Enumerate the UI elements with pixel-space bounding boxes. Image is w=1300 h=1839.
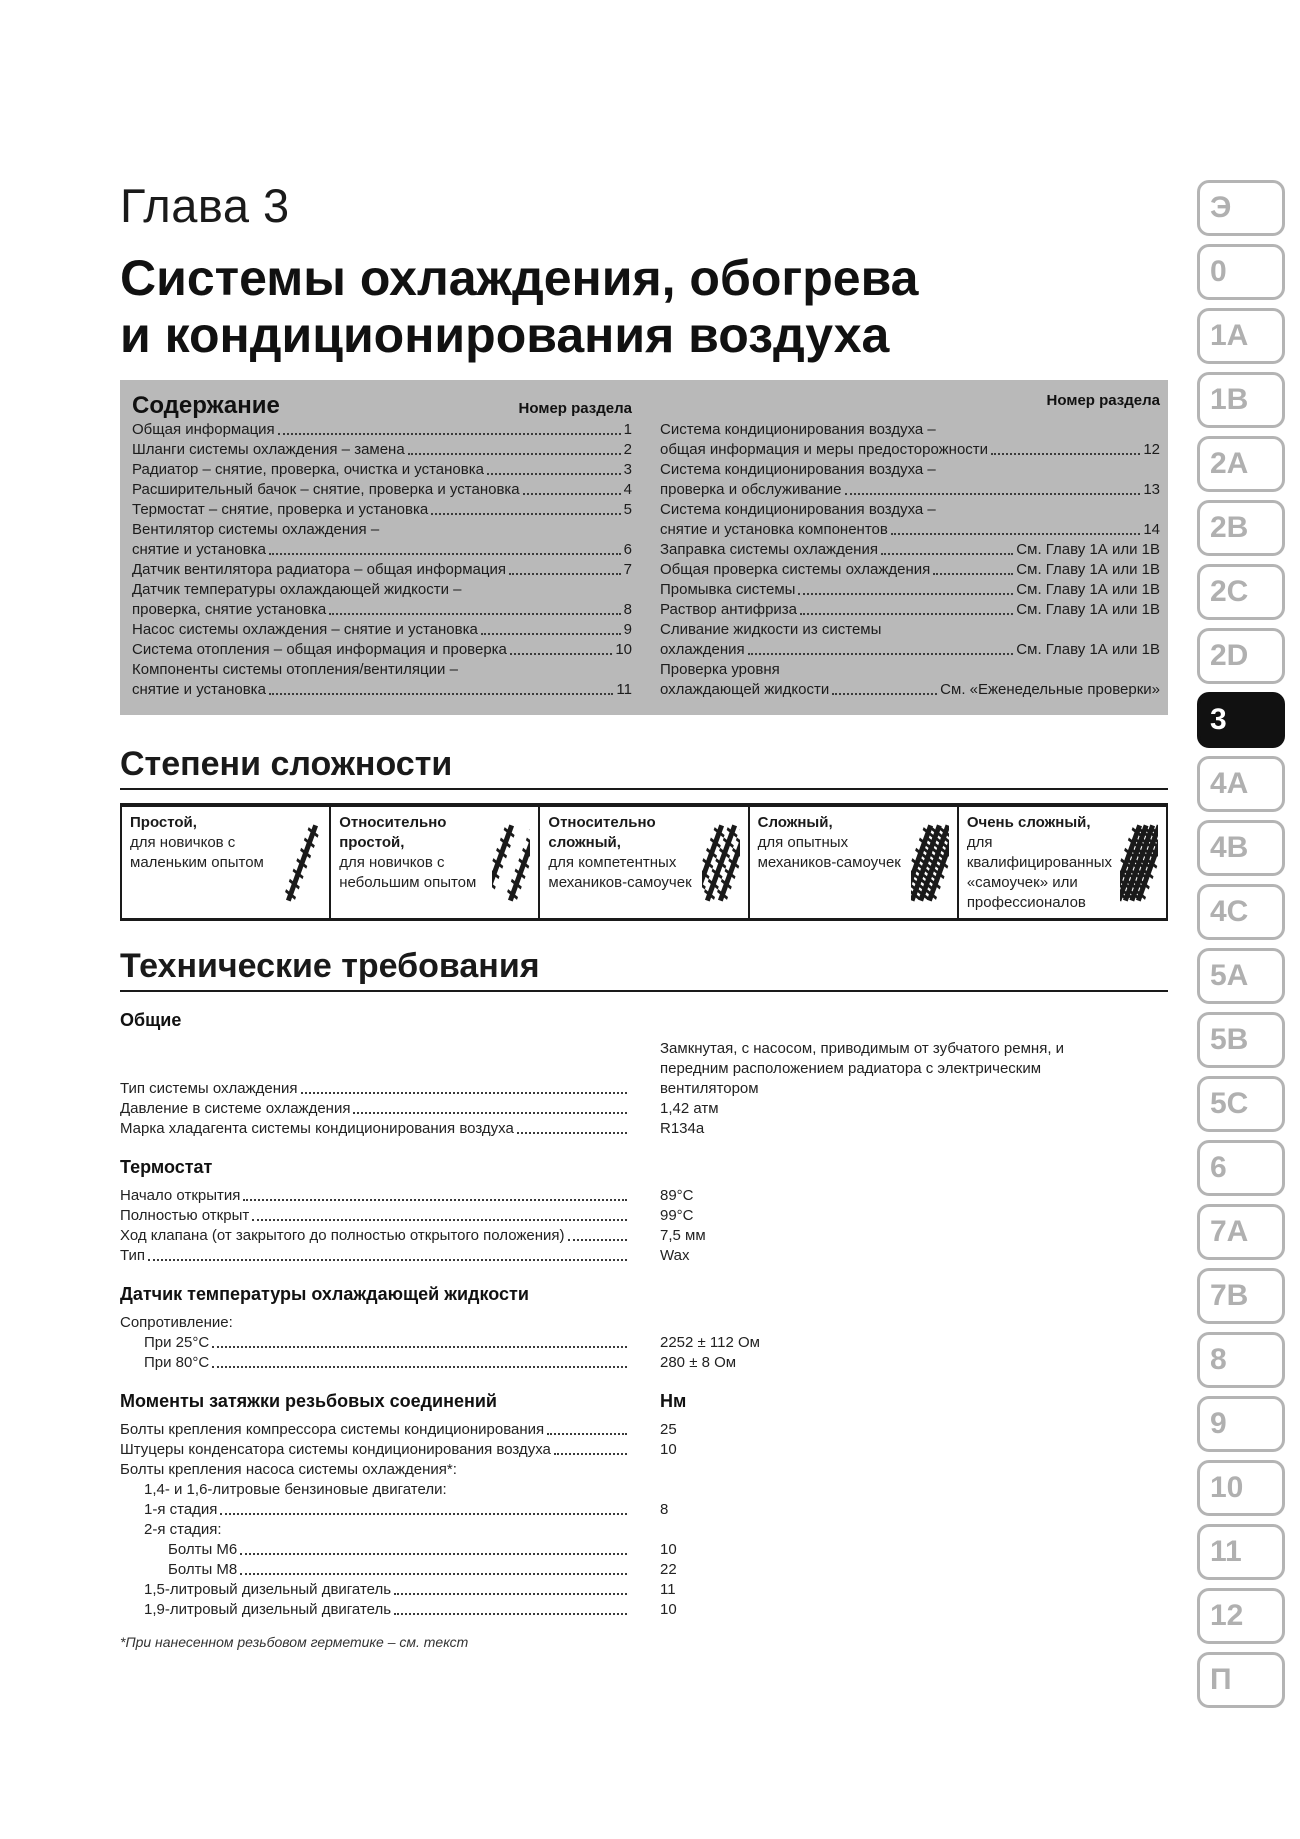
spec-label: Штуцеры конденсатора системы кондиционирования воздуха xyxy=(120,1441,551,1458)
difficulty-title: Относительно простой, xyxy=(339,814,447,851)
toc-entry xyxy=(660,520,1160,540)
toc-entry xyxy=(660,640,1160,660)
toc-entry-number: См. Главу 1А или 1В xyxy=(1016,641,1160,658)
chapter-title-line: Системы охлаждения, обогрева xyxy=(120,250,919,306)
dot-leader xyxy=(991,453,1140,455)
dot-leader xyxy=(481,633,621,635)
dot-leader xyxy=(353,1112,627,1114)
spec-row xyxy=(120,1420,1168,1440)
difficulty-description: для опытных механиков-самоучек xyxy=(757,834,901,871)
chapter-tab-3[interactable]: 3 xyxy=(1197,692,1285,748)
toc-entry xyxy=(132,480,632,500)
torque-unit: Нм xyxy=(660,1391,687,1411)
spec-label: Болты М6 xyxy=(168,1541,238,1558)
toc-entry-title: снятие и установка компонентов xyxy=(660,521,888,538)
chapter-tab-э[interactable]: Э xyxy=(1197,180,1285,236)
toc-entry xyxy=(132,620,632,640)
toc-entry-title: охлаждения xyxy=(660,641,745,658)
toc-entry-number: 5 xyxy=(623,501,632,518)
toc-entry-number: 12 xyxy=(1143,441,1160,458)
spec-row xyxy=(120,1460,1168,1480)
spanner-rating-icon xyxy=(492,815,530,911)
chapter-tab-9[interactable]: 9 xyxy=(1197,1396,1285,1452)
toc-entry xyxy=(660,440,1160,460)
dot-leader xyxy=(243,1199,627,1201)
spec-label: Полностью открыт xyxy=(120,1207,250,1224)
spec-group-sensor xyxy=(120,1333,1168,1373)
chapter-tab-6[interactable]: 6 xyxy=(1197,1140,1285,1196)
spec-value: 7,5 мм xyxy=(660,1227,706,1244)
toc-entry-number: См. Главу 1А или 1В xyxy=(1016,581,1160,598)
toc-entry xyxy=(132,420,632,440)
spec-label: Болты М8 xyxy=(168,1561,238,1578)
chapter-title xyxy=(120,250,1120,364)
toc-entry-number: 13 xyxy=(1143,481,1160,498)
toc-entry xyxy=(660,580,1160,600)
toc-entry-number: 10 xyxy=(615,641,632,658)
spec-row xyxy=(120,1313,1168,1333)
dot-leader xyxy=(487,473,621,475)
chapter-tab-4b[interactable]: 4B xyxy=(1197,820,1285,876)
toc-entry-title: охлаждающей жидкости xyxy=(660,681,830,698)
difficulty-title: Простой, xyxy=(130,814,197,831)
difficulty-description: для новичков с небольшим опытом xyxy=(339,854,477,891)
chapter-tab-2b[interactable]: 2B xyxy=(1197,500,1285,556)
toc-entry-number: 7 xyxy=(623,561,632,578)
chapter-tab-5c[interactable]: 5C xyxy=(1197,1076,1285,1132)
toc-entry xyxy=(132,560,632,580)
toc-entry-title: снятие и установка xyxy=(132,541,266,558)
toc-entry xyxy=(660,480,1160,500)
chapter-tab-11[interactable]: 11 xyxy=(1197,1524,1285,1580)
chapter-tab-12[interactable]: 12 xyxy=(1197,1588,1285,1644)
dot-leader xyxy=(212,1366,627,1368)
difficulty-description: для компетентных механиков-самоучек xyxy=(548,854,692,891)
dot-leader xyxy=(148,1259,627,1261)
toc-entry-number: 9 xyxy=(623,621,632,638)
spec-row xyxy=(120,1119,1168,1139)
toc-entry-title: снятие и установка xyxy=(132,681,266,698)
toc-entry-line: Вентилятор системы охлаждения – xyxy=(132,521,380,538)
spanner-rating-icon xyxy=(1120,815,1158,911)
toc-entry xyxy=(132,540,632,560)
toc-entry-number: См. Главу 1А или 1В xyxy=(1016,541,1160,558)
torque-header xyxy=(120,1391,1168,1412)
toc-entry-title: Заправка системы охлаждения xyxy=(660,541,878,558)
spec-row xyxy=(120,1580,1168,1600)
spanner-rating-icon xyxy=(702,815,740,911)
toc-list-left xyxy=(132,420,632,700)
chapter-tab-5a[interactable]: 5A xyxy=(1197,948,1285,1004)
toc-entry-title: Система отопления – общая информация и проверка xyxy=(132,641,507,658)
difficulty-level xyxy=(540,807,749,918)
toc-entry xyxy=(660,680,1160,700)
chapter-tab-0[interactable]: 0 xyxy=(1197,244,1285,300)
spec-row xyxy=(120,1440,1168,1460)
toc-entry xyxy=(660,560,1160,580)
toc-entry-number: 1 xyxy=(623,421,632,438)
toc-entry-title: Насос системы охлаждения – снятие и установка xyxy=(132,621,478,638)
dot-leader xyxy=(523,493,621,495)
dot-leader xyxy=(510,653,612,655)
toc-entry-number: 14 xyxy=(1143,521,1160,538)
toc-entry xyxy=(132,500,632,520)
spec-row xyxy=(120,1039,1168,1099)
spec-row xyxy=(120,1206,1168,1226)
contents-left-column xyxy=(132,392,632,700)
spec-row xyxy=(120,1246,1168,1266)
toc-entry-title: Радиатор – снятие, проверка, очистка и установка xyxy=(132,461,484,478)
spec-row xyxy=(120,1540,1168,1560)
toc-entry-line: Датчик температуры охлаждающей жидкости – xyxy=(132,581,462,598)
dot-leader xyxy=(891,533,1140,535)
spec-label: Болты крепления насоса системы охлаждения*: xyxy=(120,1461,457,1478)
spec-value: 280 ± 8 Ом xyxy=(660,1354,737,1371)
dot-leader xyxy=(269,693,614,695)
spanner-rating-icon xyxy=(911,815,949,911)
difficulty-level xyxy=(331,807,540,918)
spec-value: Wax xyxy=(660,1247,690,1264)
dot-leader xyxy=(832,693,937,695)
contents-title: Содержание xyxy=(132,392,280,419)
spec-value: 11 xyxy=(660,1581,676,1598)
specs-section xyxy=(120,1010,1168,1650)
chapter-tab-8[interactable]: 8 xyxy=(1197,1332,1285,1388)
spec-value: 8 xyxy=(660,1501,669,1518)
toc-entry-title: проверка и обслуживание xyxy=(660,481,842,498)
chapter-tab-4c[interactable]: 4C xyxy=(1197,884,1285,940)
difficulty-title: Очень сложный, xyxy=(966,814,1091,831)
toc-entry-number: 8 xyxy=(623,601,632,618)
toc-entry-number: 4 xyxy=(623,481,632,498)
section-number-label: Номер раздела xyxy=(1046,392,1160,409)
difficulty-level xyxy=(750,807,959,918)
dot-leader xyxy=(933,573,1013,575)
dot-leader xyxy=(517,1132,627,1134)
toc-entry-title: Раствор антифриза xyxy=(660,601,798,618)
section-number-label: Номер раздела xyxy=(518,400,632,417)
dot-leader xyxy=(568,1239,627,1241)
spanner-icon xyxy=(283,823,321,902)
spec-value: 25 xyxy=(660,1421,677,1438)
chapter-tab-2d[interactable]: 2D xyxy=(1197,628,1285,684)
chapter-tab-4a[interactable]: 4A xyxy=(1197,756,1285,812)
dot-leader xyxy=(509,573,621,575)
toc-entry xyxy=(132,460,632,480)
dot-leader xyxy=(329,613,620,615)
spec-row xyxy=(120,1333,1168,1353)
spec-group-title: Общие xyxy=(120,1010,182,1030)
dot-leader xyxy=(881,553,1013,555)
contents-header xyxy=(132,392,632,418)
toc-entry-number: 6 xyxy=(623,541,632,558)
chapter-tab-2a[interactable]: 2A xyxy=(1197,436,1285,492)
dot-leader xyxy=(748,653,1014,655)
spec-row xyxy=(120,1560,1168,1580)
spec-row xyxy=(120,1099,1168,1119)
toc-entry xyxy=(132,600,632,620)
difficulty-box xyxy=(120,803,1168,921)
spec-value: 99°C xyxy=(660,1207,694,1224)
toc-entry xyxy=(132,680,632,700)
toc-entry xyxy=(132,440,632,460)
dot-leader xyxy=(301,1092,627,1094)
toc-list-right xyxy=(660,420,1160,700)
chapter-label: Глава 3 xyxy=(120,179,290,232)
toc-entry-line: Система кондиционирования воздуха – xyxy=(660,421,936,438)
spec-row xyxy=(120,1226,1168,1246)
toc-entry-number: См. «Еженедельные проверки» xyxy=(940,681,1160,698)
chapter-tab-п[interactable]: П xyxy=(1197,1652,1285,1708)
difficulty-description: для новичков с маленьким опытом xyxy=(130,834,264,871)
toc-entry-title: Промывка системы xyxy=(660,581,796,598)
spec-label: Ход клапана (от закрытого до полностью открытого положения) xyxy=(120,1227,565,1244)
spec-group-title: Термостат xyxy=(120,1157,213,1177)
spec-value: 10 xyxy=(660,1601,677,1618)
spec-label: Начало открытия xyxy=(120,1187,241,1204)
footnote: *При нанесенном резьбовом герметике – см. текст xyxy=(120,1634,469,1650)
toc-entry-line: Сливание жидкости из системы xyxy=(660,621,882,638)
spec-label: 1,9-литровый дизельный двигатель xyxy=(144,1601,392,1618)
toc-entry-number: 3 xyxy=(623,461,632,478)
contents-right-column xyxy=(660,392,1160,700)
spec-value: 2252 ± 112 Ом xyxy=(660,1334,760,1351)
toc-entry-title: проверка, снятие установка xyxy=(132,601,327,618)
spec-label: Марка хладагента системы кондиционирования воздуха xyxy=(120,1120,514,1137)
spec-value: R134a xyxy=(660,1120,705,1137)
toc-entry-title: Термостат – снятие, проверка и установка xyxy=(132,501,429,518)
spec-group-title: Датчик температуры охлаждающей жидкости xyxy=(120,1284,529,1304)
dot-leader xyxy=(798,593,1013,595)
dot-leader xyxy=(800,613,1013,615)
spec-row xyxy=(120,1600,1168,1620)
toc-entry xyxy=(132,640,632,660)
dot-leader xyxy=(252,1219,627,1221)
chapter-tab-7b[interactable]: 7B xyxy=(1197,1268,1285,1324)
spec-label: 1,4- и 1,6-литровые бензиновые двигатели: xyxy=(144,1481,447,1498)
dot-leader xyxy=(431,513,620,515)
spec-group-thermostat xyxy=(120,1186,1168,1266)
contents-box xyxy=(120,380,1168,715)
spec-value: 10 xyxy=(660,1541,677,1558)
toc-entry-line: Проверка уровня xyxy=(660,661,780,678)
difficulty-description: для квалифицированных «самоучек» или профессионалов xyxy=(966,834,1113,911)
spanner-rating-icon xyxy=(283,815,321,911)
spec-label: Сопротивление: xyxy=(120,1314,233,1331)
spec-row xyxy=(120,1520,1168,1540)
specs-heading: Технические требования xyxy=(120,947,1168,992)
chapter-tab-10[interactable]: 10 xyxy=(1197,1460,1285,1516)
toc-entry-line: Система кондиционирования воздуха – xyxy=(660,501,936,518)
contents-header xyxy=(660,392,1160,418)
toc-entry xyxy=(660,540,1160,560)
toc-entry-number: 11 xyxy=(616,681,632,698)
toc-entry-line: Система кондиционирования воздуха – xyxy=(660,461,936,478)
dot-leader xyxy=(278,433,621,435)
spec-group-title: Моменты затяжки резьбовых соединений xyxy=(120,1391,497,1411)
spec-label: 1-я стадия xyxy=(144,1501,218,1518)
dot-leader xyxy=(269,553,621,555)
toc-entry-title: Датчик вентилятора радиатора – общая информация xyxy=(132,561,506,578)
spec-label: 2-я стадия: xyxy=(144,1521,222,1538)
difficulty-title: Относительно сложный, xyxy=(548,814,656,851)
toc-entry-number: См. Главу 1А или 1В xyxy=(1016,561,1160,578)
spec-group-general xyxy=(120,1039,1168,1139)
toc-entry-title: общая информация и меры предосторожности xyxy=(660,441,989,458)
toc-entry-number: 2 xyxy=(623,441,632,458)
chapter-tab-5b[interactable]: 5B xyxy=(1197,1012,1285,1068)
spec-row xyxy=(120,1480,1168,1500)
spec-label: Давление в системе охлаждения xyxy=(120,1100,351,1117)
toc-entry-title: Расширительный бачок – снятие, проверка и установка xyxy=(132,481,520,498)
spec-label: Тип xyxy=(120,1247,146,1264)
difficulty-heading: Степени сложности xyxy=(120,745,1168,790)
toc-entry-title: Шланги системы охлаждения – замена xyxy=(132,441,405,458)
spec-label: 1,5-литровый дизельный двигатель xyxy=(144,1581,392,1598)
spec-value: 1,42 атм xyxy=(660,1100,719,1117)
difficulty-title: Сложный, xyxy=(757,814,833,831)
dot-leader xyxy=(212,1346,627,1348)
difficulty-level xyxy=(959,807,1166,918)
difficulty-level xyxy=(122,807,331,918)
toc-entry-title: Общая информация xyxy=(132,421,275,438)
spec-row xyxy=(120,1353,1168,1373)
chapter-tab-1a[interactable]: 1A xyxy=(1197,308,1285,364)
chapter-tab-1b[interactable]: 1B xyxy=(1197,372,1285,428)
spec-label: Болты крепления компрессора системы кондиционирования xyxy=(120,1421,545,1438)
toc-entry-title: Общая проверка системы охлаждения xyxy=(660,561,931,578)
spec-value: 22 xyxy=(660,1561,677,1578)
dot-leader xyxy=(408,453,621,455)
chapter-tab-7a[interactable]: 7A xyxy=(1197,1204,1285,1260)
spec-row xyxy=(120,1186,1168,1206)
toc-entry-line: Компоненты системы отопления/вентиляции – xyxy=(132,661,458,678)
spec-row xyxy=(120,1500,1168,1520)
toc-entry-number: См. Главу 1А или 1В xyxy=(1016,601,1160,618)
chapter-title-line: и кондиционирования воздуха xyxy=(120,307,890,363)
spec-label: При 80°C xyxy=(144,1354,210,1371)
spec-value: Замкнутая, с насосом, приводимым от зубчатого ремня, и передним расположением радиатора с электрическим вентилятором xyxy=(660,1040,1065,1097)
spec-label: Тип системы охлаждения xyxy=(120,1080,298,1097)
spec-value: 89°C xyxy=(660,1187,694,1204)
toc-entry xyxy=(660,600,1160,620)
chapter-tab-2c[interactable]: 2C xyxy=(1197,564,1285,620)
dot-leader xyxy=(845,493,1141,495)
spec-label: При 25°C xyxy=(144,1334,210,1351)
spec-value: 10 xyxy=(660,1441,677,1458)
